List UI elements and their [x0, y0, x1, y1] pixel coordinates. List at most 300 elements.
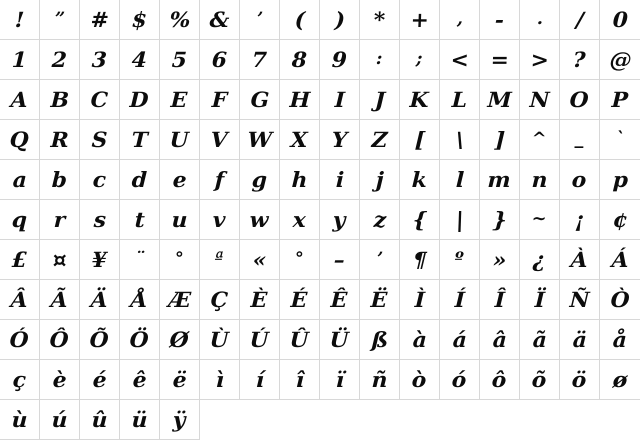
glyph: û — [91, 407, 108, 432]
glyph: d — [131, 167, 148, 192]
glyph: Ç — [210, 287, 229, 312]
glyph: À — [570, 247, 589, 272]
glyph: 3 — [91, 47, 108, 72]
glyph-cell[interactable] — [40, 120, 80, 160]
glyph: _ — [574, 129, 585, 149]
glyph: N — [529, 87, 550, 112]
glyph: Ó — [9, 327, 30, 352]
glyph-cell[interactable] — [120, 320, 160, 360]
glyph: ì — [214, 367, 225, 392]
glyph: Ò — [610, 287, 630, 312]
glyph: , — [456, 9, 463, 29]
glyph-cell[interactable] — [560, 40, 600, 80]
glyph: Ô — [49, 327, 70, 352]
glyph-cell[interactable] — [320, 160, 360, 200]
glyph: ! — [14, 7, 25, 32]
glyph: Ñ — [569, 287, 590, 312]
glyph: m — [487, 167, 512, 192]
glyph-cell[interactable] — [120, 80, 160, 120]
glyph: ö — [571, 367, 588, 392]
glyph-cell[interactable] — [0, 200, 40, 240]
glyph: Ü — [329, 327, 350, 352]
glyph-cell[interactable] — [40, 280, 80, 320]
glyph: à — [411, 327, 428, 352]
glyph-cell[interactable] — [200, 200, 240, 240]
glyph-cell[interactable] — [520, 40, 560, 80]
glyph-cell[interactable] — [200, 360, 240, 400]
glyph-cell[interactable] — [280, 280, 320, 320]
glyph: ¶ — [412, 247, 427, 272]
glyph-cell[interactable] — [240, 280, 280, 320]
glyph: £ — [11, 247, 28, 272]
glyph: ÿ — [172, 407, 187, 432]
glyph-cell[interactable] — [480, 320, 520, 360]
glyph-cell-empty — [240, 400, 280, 440]
glyph: ë — [172, 367, 187, 392]
glyph-cell[interactable] — [440, 120, 480, 160]
glyph: y — [332, 207, 347, 232]
glyph-cell[interactable] — [480, 40, 520, 80]
glyph-cell[interactable] — [40, 80, 80, 120]
glyph-cell[interactable] — [200, 160, 240, 200]
glyph-cell[interactable] — [160, 40, 200, 80]
glyph-cell[interactable] — [0, 320, 40, 360]
glyph-cell[interactable] — [40, 320, 80, 360]
glyph-cell[interactable] — [160, 200, 200, 240]
glyph: ? — [572, 47, 587, 72]
glyph-cell[interactable] — [240, 160, 280, 200]
glyph-cell[interactable] — [40, 400, 80, 440]
glyph-cell[interactable] — [160, 80, 200, 120]
glyph: Ë — [370, 287, 389, 312]
glyph-cell[interactable] — [520, 360, 560, 400]
glyph-cell[interactable] — [520, 160, 560, 200]
glyph-cell[interactable] — [80, 360, 120, 400]
glyph-cell[interactable] — [560, 0, 600, 40]
glyph-cell-empty — [440, 400, 480, 440]
glyph: F — [211, 87, 228, 112]
glyph-cell-empty — [560, 400, 600, 440]
glyph: 5 — [171, 47, 188, 72]
glyph: ¿ — [532, 247, 547, 272]
glyph-cell[interactable] — [80, 80, 120, 120]
glyph-cell[interactable] — [480, 280, 520, 320]
glyph-cell[interactable] — [80, 40, 120, 80]
glyph-cell[interactable] — [160, 320, 200, 360]
glyph-cell[interactable] — [360, 240, 400, 280]
glyph: = — [489, 47, 510, 72]
glyph-cell[interactable] — [160, 120, 200, 160]
glyph-cell[interactable] — [200, 0, 240, 40]
glyph: r — [53, 207, 66, 232]
glyph: P — [611, 87, 629, 112]
glyph-cell[interactable] — [520, 0, 560, 40]
glyph-cell-empty — [520, 400, 560, 440]
glyph-cell[interactable] — [280, 200, 320, 240]
glyph-cell[interactable] — [0, 240, 40, 280]
glyph: Q — [9, 127, 30, 152]
glyph-cell[interactable] — [400, 80, 440, 120]
glyph: j — [375, 167, 384, 192]
glyph: s — [92, 207, 107, 232]
glyph-cell[interactable] — [560, 360, 600, 400]
glyph-cell[interactable] — [480, 0, 520, 40]
glyph-cell[interactable] — [0, 360, 40, 400]
glyph-cell[interactable] — [360, 80, 400, 120]
glyph: Ã — [50, 287, 69, 312]
glyph: ß — [370, 327, 389, 352]
glyph: ò — [411, 367, 428, 392]
glyph-cell[interactable] — [320, 80, 360, 120]
glyph-cell[interactable] — [120, 400, 160, 440]
glyph-cell[interactable] — [440, 0, 480, 40]
glyph-cell[interactable] — [0, 280, 40, 320]
glyph-cell[interactable] — [240, 320, 280, 360]
glyph-cell[interactable] — [0, 400, 40, 440]
glyph-cell[interactable] — [160, 0, 200, 40]
glyph-cell[interactable] — [240, 360, 280, 400]
glyph-cell[interactable] — [520, 200, 560, 240]
glyph-cell[interactable] — [40, 360, 80, 400]
glyph-cell[interactable] — [80, 400, 120, 440]
glyph-cell[interactable] — [280, 40, 320, 80]
glyph-cell[interactable] — [200, 80, 240, 120]
glyph: p — [611, 167, 629, 192]
glyph-cell[interactable] — [520, 280, 560, 320]
glyph-cell[interactable] — [80, 280, 120, 320]
glyph-cell[interactable] — [440, 160, 480, 200]
glyph-cell[interactable] — [240, 0, 280, 40]
glyph-cell[interactable] — [160, 160, 200, 200]
glyph-cell[interactable] — [80, 320, 120, 360]
glyph-cell[interactable] — [560, 280, 600, 320]
glyph: t — [134, 207, 145, 232]
glyph: # — [89, 7, 110, 32]
glyph-cell[interactable] — [80, 0, 120, 40]
glyph-cell[interactable] — [480, 360, 520, 400]
glyph-cell[interactable] — [160, 280, 200, 320]
glyph: [ — [413, 127, 426, 152]
glyph: ( — [293, 7, 306, 32]
glyph-cell[interactable] — [480, 240, 520, 280]
glyph-cell[interactable] — [320, 360, 360, 400]
glyph-cell[interactable] — [320, 280, 360, 320]
glyph: { — [412, 207, 427, 232]
glyph: ï — [334, 367, 345, 392]
glyph-cell[interactable] — [560, 320, 600, 360]
glyph: f — [214, 167, 225, 192]
glyph-cell[interactable] — [600, 320, 640, 360]
glyph: è — [52, 367, 67, 392]
glyph-cell[interactable] — [360, 360, 400, 400]
glyph-cell[interactable] — [280, 120, 320, 160]
glyph: È — [250, 287, 269, 312]
glyph-cell[interactable] — [480, 200, 520, 240]
glyph-cell[interactable] — [440, 360, 480, 400]
glyph: x — [292, 207, 307, 232]
glyph: Î — [493, 287, 506, 312]
glyph: ° — [174, 249, 185, 269]
glyph-cell[interactable] — [320, 0, 360, 40]
glyph: ü — [131, 407, 148, 432]
glyph-cell[interactable] — [80, 200, 120, 240]
glyph: ê — [132, 367, 147, 392]
glyph: ) — [333, 7, 346, 32]
glyph: R — [49, 127, 70, 152]
glyph-cell[interactable] — [560, 160, 600, 200]
glyph-cell-empty — [480, 400, 520, 440]
glyph-cell[interactable] — [0, 160, 40, 200]
glyph: C — [90, 87, 109, 112]
glyph: ’ — [256, 9, 263, 29]
glyph-cell[interactable] — [440, 200, 480, 240]
glyph: Ø — [169, 327, 190, 352]
glyph: « — [252, 247, 267, 272]
glyph-cell[interactable] — [440, 280, 480, 320]
glyph: u — [171, 207, 188, 232]
glyph: i — [334, 167, 345, 192]
glyph-cell[interactable] — [600, 200, 640, 240]
glyph: ø — [612, 367, 628, 392]
glyph-cell-empty — [600, 400, 640, 440]
glyph: 8 — [291, 47, 308, 72]
glyph: ó — [451, 367, 468, 392]
glyph-cell[interactable] — [400, 200, 440, 240]
glyph: @ — [608, 47, 632, 72]
glyph: 2 — [51, 47, 68, 72]
glyph-cell[interactable] — [280, 360, 320, 400]
glyph-cell[interactable] — [320, 120, 360, 160]
glyph: U — [169, 127, 190, 152]
glyph-cell[interactable] — [120, 120, 160, 160]
glyph-cell[interactable] — [600, 40, 640, 80]
glyph-cell[interactable] — [400, 40, 440, 80]
glyph-cell[interactable] — [600, 240, 640, 280]
glyph: H — [288, 87, 311, 112]
glyph-cell[interactable] — [120, 200, 160, 240]
glyph-cell[interactable] — [40, 160, 80, 200]
glyph-cell[interactable] — [360, 120, 400, 160]
glyph-cell[interactable] — [520, 240, 560, 280]
glyph-cell[interactable] — [520, 320, 560, 360]
glyph: | — [455, 207, 464, 232]
glyph-cell-empty — [280, 400, 320, 440]
glyph: L — [451, 87, 468, 112]
glyph: n — [531, 167, 548, 192]
glyph: 0 — [611, 7, 629, 32]
glyph-cell[interactable] — [200, 320, 240, 360]
glyph-cell[interactable] — [400, 360, 440, 400]
glyph: – — [333, 247, 346, 272]
glyph-cell[interactable] — [0, 80, 40, 120]
glyph-cell[interactable] — [440, 40, 480, 80]
glyph: ; — [415, 49, 424, 69]
glyph-cell[interactable] — [440, 320, 480, 360]
glyph-cell[interactable] — [360, 160, 400, 200]
glyph: Á — [611, 247, 629, 272]
glyph-cell[interactable] — [120, 160, 160, 200]
glyph: Ì — [413, 287, 426, 312]
glyph: ª — [214, 249, 225, 269]
glyph-cell[interactable] — [200, 120, 240, 160]
glyph: Ä — [90, 287, 109, 312]
glyph-cell[interactable] — [280, 160, 320, 200]
glyph: ñ — [371, 367, 388, 392]
glyph: ù — [11, 407, 28, 432]
glyph-cell[interactable] — [440, 80, 480, 120]
glyph: W — [246, 127, 273, 152]
glyph-cell[interactable] — [360, 40, 400, 80]
glyph-cell[interactable] — [360, 0, 400, 40]
glyph: Ú — [249, 327, 270, 352]
glyph: å — [612, 327, 628, 352]
glyph-cell[interactable] — [600, 360, 640, 400]
glyph: í — [254, 367, 265, 392]
glyph-cell[interactable] — [400, 160, 440, 200]
glyph: Í — [453, 287, 466, 312]
glyph-cell[interactable] — [440, 240, 480, 280]
glyph: T — [130, 127, 149, 152]
glyph: l — [454, 167, 465, 192]
glyph-cell[interactable] — [560, 200, 600, 240]
glyph-cell[interactable] — [400, 0, 440, 40]
glyph: ] — [493, 127, 506, 152]
glyph-cell[interactable] — [120, 0, 160, 40]
glyph-cell[interactable] — [560, 80, 600, 120]
glyph-cell[interactable] — [520, 120, 560, 160]
glyph-cell[interactable] — [480, 120, 520, 160]
glyph: v — [212, 207, 227, 232]
glyph-cell[interactable] — [600, 120, 640, 160]
glyph-cell[interactable] — [240, 200, 280, 240]
glyph-cell[interactable] — [0, 40, 40, 80]
glyph-cell[interactable] — [240, 120, 280, 160]
glyph-cell[interactable] — [80, 120, 120, 160]
glyph-cell[interactable] — [40, 200, 80, 240]
glyph: 4 — [131, 47, 148, 72]
glyph-cell[interactable] — [600, 280, 640, 320]
glyph: ç — [12, 367, 27, 392]
glyph: q — [11, 207, 28, 232]
glyph-cell[interactable] — [400, 120, 440, 160]
glyph-cell[interactable] — [360, 320, 400, 360]
glyph: ¨ — [134, 249, 145, 269]
glyph-cell[interactable] — [80, 160, 120, 200]
glyph: \ — [455, 127, 464, 152]
glyph: ` — [615, 129, 625, 149]
glyph-cell[interactable] — [80, 240, 120, 280]
glyph-cell[interactable] — [320, 200, 360, 240]
glyph-cell-empty — [360, 400, 400, 440]
glyph: ^ — [531, 129, 548, 149]
glyph: ° — [294, 249, 305, 269]
glyph: > — [529, 47, 550, 72]
glyph: î — [294, 367, 305, 392]
glyph-cell[interactable] — [200, 240, 240, 280]
glyph: 6 — [211, 47, 228, 72]
glyph-cell[interactable] — [560, 120, 600, 160]
glyph: I — [333, 87, 346, 112]
glyph-cell[interactable] — [400, 240, 440, 280]
glyph: ô — [491, 367, 508, 392]
glyph: k — [411, 167, 428, 192]
glyph: J — [373, 87, 386, 112]
glyph-cell[interactable] — [120, 40, 160, 80]
glyph-cell[interactable] — [40, 0, 80, 40]
glyph-cell[interactable] — [560, 240, 600, 280]
glyph: â — [491, 327, 508, 352]
glyph-cell[interactable] — [320, 320, 360, 360]
glyph-cell[interactable] — [280, 240, 320, 280]
glyph-cell[interactable] — [360, 200, 400, 240]
glyph-cell[interactable] — [120, 280, 160, 320]
glyph-cell[interactable] — [600, 0, 640, 40]
glyph: K — [409, 87, 430, 112]
glyph-cell[interactable] — [360, 280, 400, 320]
glyph: Y — [331, 127, 348, 152]
glyph: w — [249, 207, 270, 232]
glyph-cell[interactable] — [320, 40, 360, 80]
glyph: z — [372, 207, 387, 232]
glyph-cell[interactable] — [280, 80, 320, 120]
glyph-cell[interactable] — [280, 0, 320, 40]
glyph-cell[interactable] — [400, 320, 440, 360]
glyph-cell[interactable] — [240, 240, 280, 280]
glyph-cell[interactable] — [120, 240, 160, 280]
glyph-cell[interactable] — [320, 240, 360, 280]
glyph-cell[interactable] — [160, 240, 200, 280]
glyph: c — [92, 167, 107, 192]
glyph-cell[interactable] — [200, 280, 240, 320]
glyph-cell[interactable] — [520, 80, 560, 120]
glyph-cell[interactable] — [40, 240, 80, 280]
glyph: a — [11, 167, 28, 192]
glyph: 7 — [251, 47, 268, 72]
glyph-cell[interactable] — [480, 160, 520, 200]
glyph: G — [249, 87, 270, 112]
glyph-cell[interactable] — [120, 360, 160, 400]
glyph-cell[interactable] — [160, 360, 200, 400]
glyph-cell-empty — [200, 400, 240, 440]
glyph: Z — [371, 127, 388, 152]
glyph-cell[interactable] — [0, 0, 40, 40]
glyph: % — [168, 7, 191, 32]
glyph-cell[interactable] — [200, 40, 240, 80]
glyph: º — [454, 249, 465, 269]
glyph: ¡ — [574, 207, 585, 232]
glyph: Ù — [209, 327, 230, 352]
glyph-cell[interactable] — [600, 160, 640, 200]
glyph-cell[interactable] — [280, 320, 320, 360]
glyph: Ö — [129, 327, 150, 352]
glyph: ~ — [531, 209, 548, 229]
glyph: E — [170, 87, 189, 112]
glyph: é — [92, 367, 107, 392]
glyph-cell[interactable] — [0, 120, 40, 160]
glyph-cell[interactable] — [240, 40, 280, 80]
glyph-cell[interactable] — [480, 80, 520, 120]
glyph: e — [172, 167, 187, 192]
glyph-cell[interactable] — [240, 80, 280, 120]
glyph-cell[interactable] — [600, 80, 640, 120]
glyph-cell[interactable] — [400, 280, 440, 320]
glyph: A — [10, 87, 29, 112]
glyph: Æ — [167, 287, 192, 312]
glyph: X — [290, 127, 309, 152]
glyph-cell[interactable] — [160, 400, 200, 440]
glyph: h — [291, 167, 308, 192]
glyph-cell[interactable] — [40, 40, 80, 80]
